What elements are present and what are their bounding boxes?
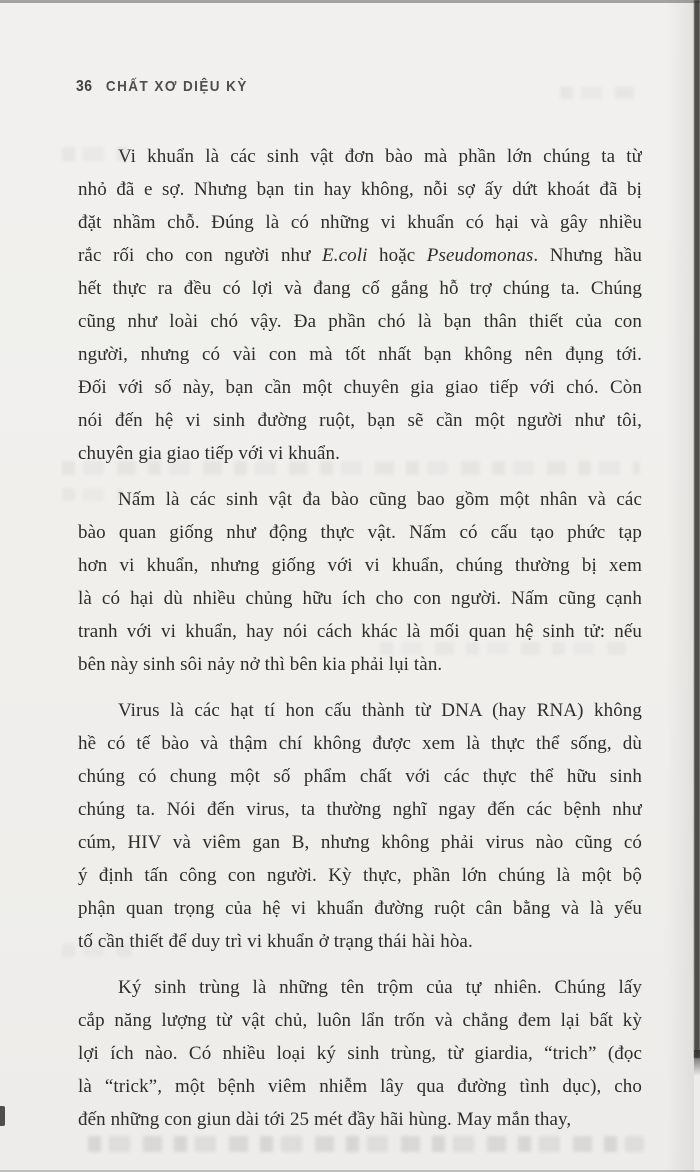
- text-line: Nấm là các sinh vật đa bào cũng bao gồm một nhân và các: [118, 489, 642, 510]
- bleed-through-artifact: [560, 87, 640, 99]
- text-line: hết thực ra đều có lợi và đang cố gắng hỗ trợ chúng ta. Chúng: [78, 278, 642, 299]
- page-header: [76, 78, 248, 96]
- text-line: Virus là các hạt tí hon cấu thành từ DNA (hay RNA) không: [118, 700, 642, 721]
- text-line: bên này sinh sôi nảy nở thì bên kia phải lụi tàn.: [78, 654, 443, 675]
- text-line: phận quan trọng của hệ vi khuẩn đường ruột cân bằng và là yếu: [78, 898, 642, 919]
- text-line: nói đến hệ vi sinh đường ruột, bạn sẽ cần một người như tôi,: [78, 410, 642, 431]
- text-line: tố cần thiết để duy trì vi khuẩn ở trạng thái hài hòa.: [78, 931, 473, 952]
- text-line: đến những con giun dài tới 25 mét đầy hãi hùng. May mắn thay,: [78, 1109, 572, 1130]
- text-line: cũng như loài chó vậy. Đa phần chó là bạn thân thiết của con: [78, 311, 642, 332]
- bleed-through-artifact: [62, 944, 132, 957]
- text-line: hơn vi khuẩn, nhưng giống với vi khuẩn, chúng thường bị xem: [78, 555, 642, 576]
- text-line: người, nhưng có vài con mà tốt nhất bạn không nên đụng tới.: [78, 344, 642, 365]
- text-line: là có hại dù nhiều chủng hữu ích cho con người. Nấm cũng cạnh: [78, 588, 642, 609]
- text-line: rắc rối cho con người như E.coli hoặc Pseudomonas. Nhưng hầu: [78, 245, 642, 266]
- text-line: nhỏ đã e sợ. Nhưng bạn tin hay không, nỗi sợ ấy dứt khoát đã bị: [78, 179, 642, 200]
- text-line: ý định tấn công con người. Kỳ thực, phần lớn chúng là một bộ: [78, 865, 642, 886]
- text-line: cúm, HIV và viêm gan B, nhưng không phải virus nào cũng có: [78, 832, 642, 853]
- text-line: là “trick”, một bệnh viêm nhiễm lây qua đường tình dục), cho: [78, 1076, 642, 1097]
- scan-edge-mark: [0, 1106, 5, 1126]
- bleed-through-artifact: [88, 1136, 644, 1152]
- body-text: [78, 140, 642, 1136]
- page-number: 36: [76, 78, 93, 95]
- text-line: chúng có chung một số phẩm chất với các thực thể hữu sinh: [78, 766, 642, 787]
- paragraph: [78, 971, 642, 1136]
- text-line: đặt nhầm chỗ. Đúng là có những vi khuẩn có hại và gây nhiều: [78, 212, 642, 233]
- text-line: Đối với số này, bạn cần một chuyên gia giao tiếp với chó. Còn: [78, 377, 642, 398]
- text-line: chuyên gia giao tiếp với vi khuẩn.: [78, 443, 340, 464]
- text-line: Vi khuẩn là các sinh vật đơn bào mà phần lớn chúng ta từ: [118, 146, 642, 167]
- text-line: chúng ta. Nói đến virus, ta thường nghĩ ngay đến các bệnh như: [78, 799, 642, 820]
- text-line: bào quan giống như động thực vật. Nấm có cấu tạo phức tạp: [78, 522, 642, 543]
- paragraph: [78, 694, 642, 958]
- text-line: hề có tế bào và thậm chí không được xem là thực thể sống, dù: [78, 733, 642, 754]
- page-edge-shading: [666, 0, 694, 1172]
- bleed-through-artifact: [62, 461, 640, 475]
- bleed-through-artifact: [62, 147, 128, 161]
- scan-edge-right-fade: [694, 1050, 700, 1076]
- paragraph: [78, 140, 642, 470]
- scan-edge-right: [694, 0, 700, 1058]
- text-line: tranh với vi khuẩn, hay nói cách khác là mối quan hệ sinh tử: nếu: [78, 621, 642, 642]
- text-line: Ký sinh trùng là những tên trộm của tự nhiên. Chúng lấy: [118, 977, 642, 998]
- scan-edge-top: [0, 0, 700, 3]
- bleed-through-artifact: [62, 488, 122, 501]
- bleed-through-artifact: [380, 642, 638, 655]
- text-line: cắp năng lượng từ vật chủ, luôn lẩn trốn và chẳng đem lại bất kỳ: [78, 1010, 642, 1031]
- running-title: CHẤT XƠ DIỆU KỲ: [105, 78, 248, 95]
- text-line: lợi ích nào. Có nhiều loại ký sinh trùng, từ giardia, “trich” (đọc: [78, 1043, 642, 1064]
